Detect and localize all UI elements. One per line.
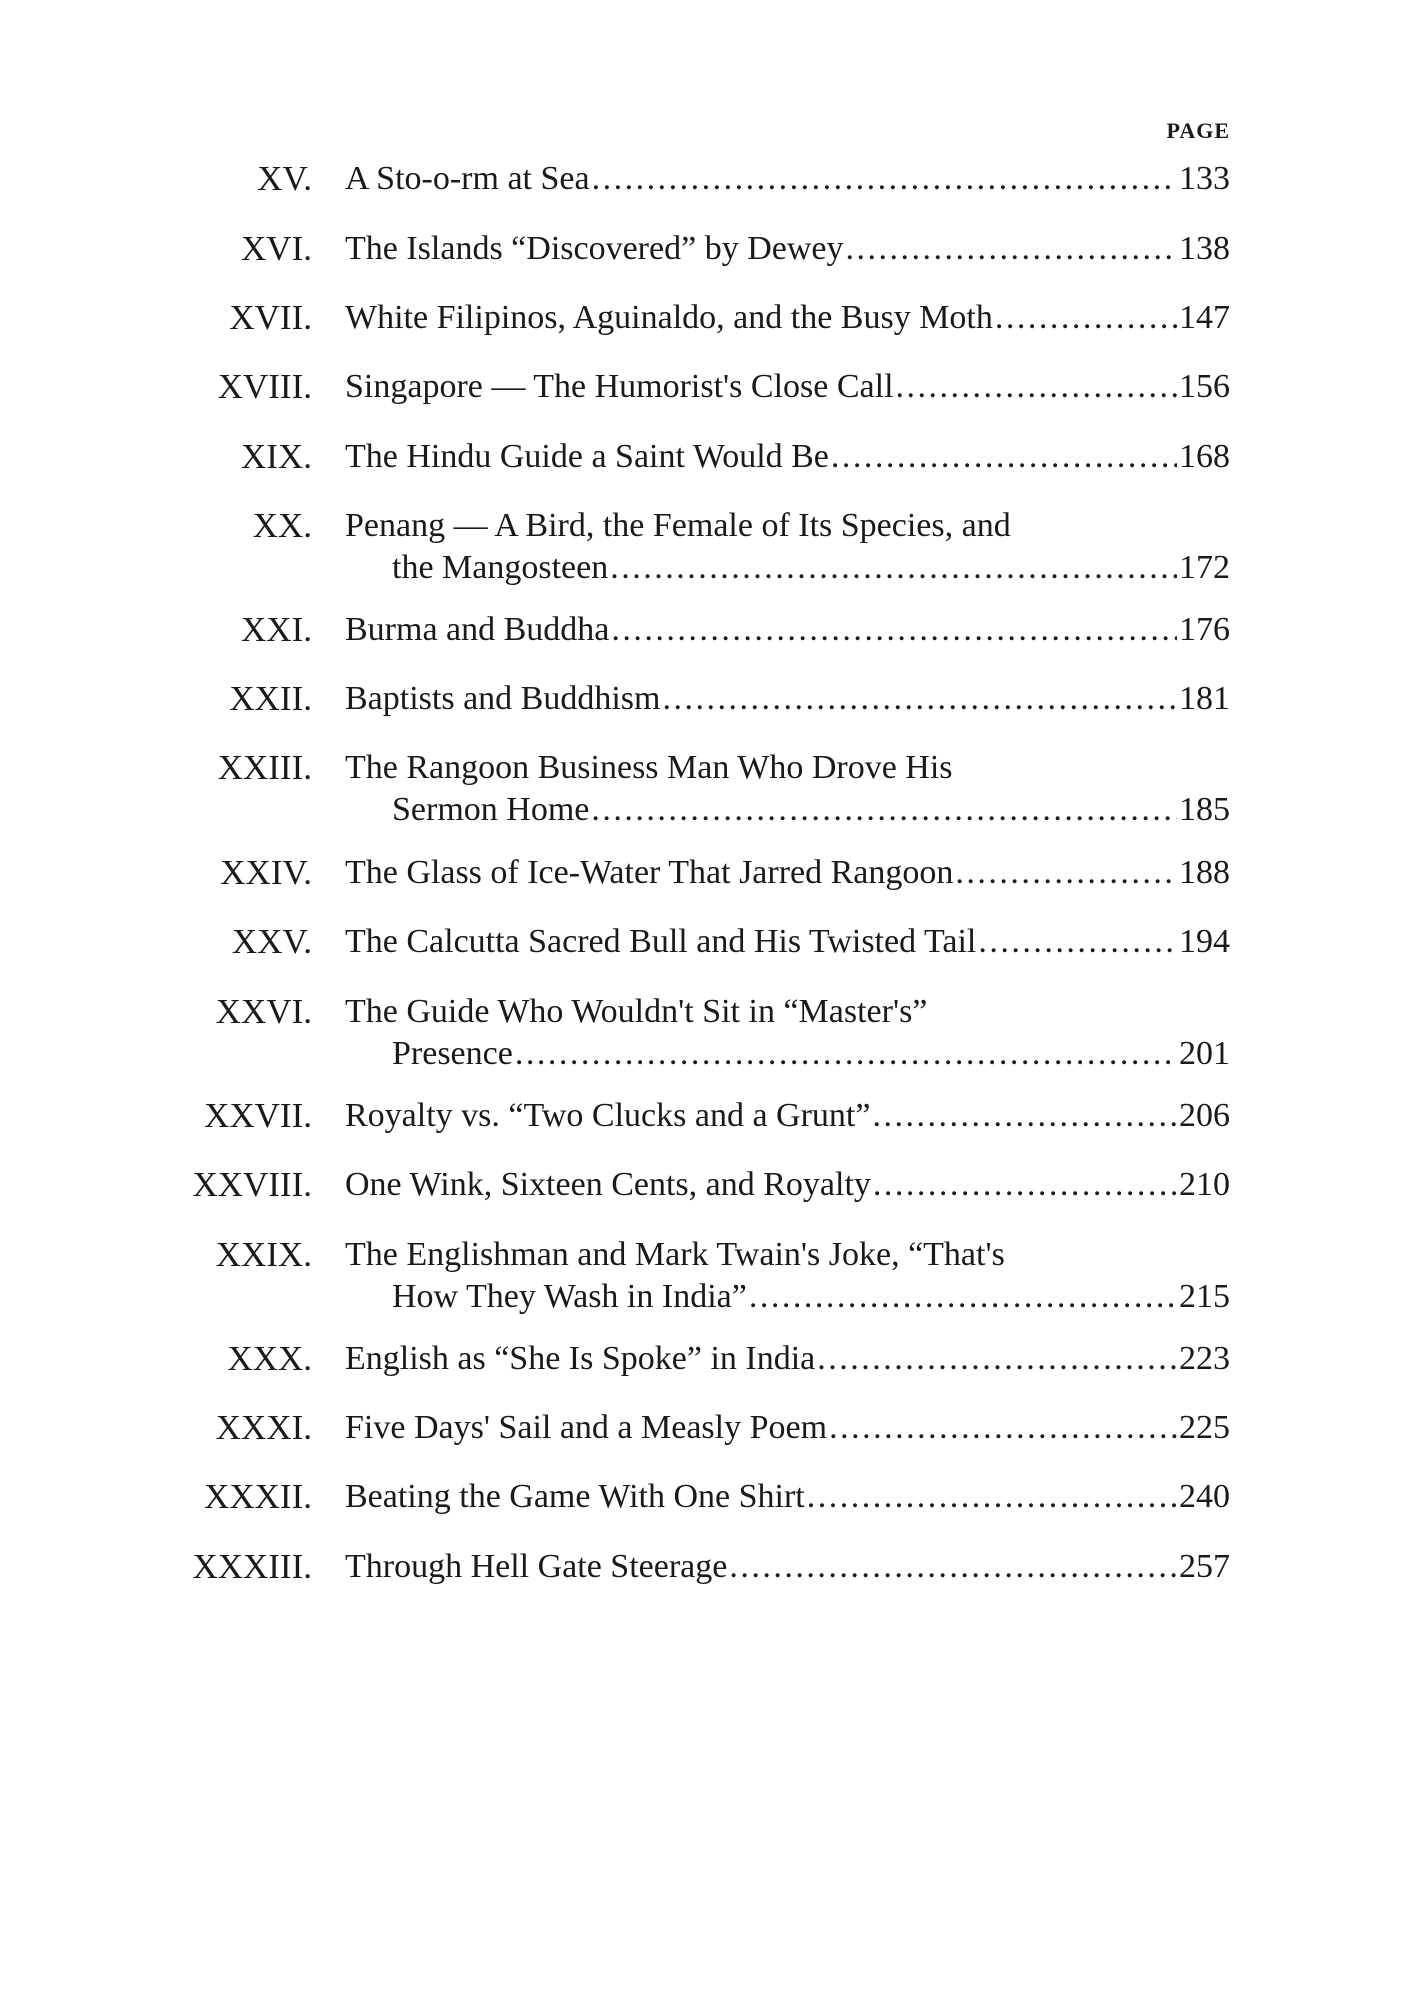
chapter-title: the Mangosteen (392, 549, 609, 586)
chapter-title-block (345, 678, 1230, 720)
title-line (345, 1234, 1230, 1276)
chapter-title: The Guide Who Wouldn't Sit in “Master's” (345, 993, 928, 1030)
dot-leader (817, 1338, 1177, 1380)
chapter-number: XXVIII. (192, 1165, 312, 1204)
page-number: 181 (1179, 680, 1230, 717)
page-number: 215 (1179, 1278, 1230, 1315)
page-number: 225 (1179, 1409, 1230, 1446)
chapter-title-block (345, 921, 1230, 963)
page-number: 194 (1179, 923, 1230, 960)
chapter-title: Five Days' Sail and a Measly Poem (345, 1409, 828, 1446)
dot-leader (807, 1476, 1177, 1518)
chapter-title: Presence (392, 1035, 513, 1072)
chapter-title-block (345, 1407, 1230, 1449)
page-number: 240 (1179, 1478, 1230, 1515)
dot-leader (896, 366, 1177, 408)
chapter-title: Royalty vs. “Two Clucks and a Grunt” (345, 1097, 871, 1134)
chapter-number: XXV. (231, 922, 312, 961)
title-line (345, 921, 1230, 963)
page-column-header: PAGE (1166, 118, 1230, 143)
chapter-title-block (345, 436, 1230, 478)
chapter-number: XXVII. (204, 1096, 312, 1135)
chapter-number: XXVI. (215, 992, 312, 1031)
title-line (345, 1338, 1230, 1380)
chapter-title: The Glass of Ice-Water That Jarred Rangoon (345, 854, 954, 891)
chapter-number: XXIV. (220, 853, 312, 892)
title-line (345, 505, 1230, 547)
title-line (345, 158, 1230, 200)
chapter-title: The Rangoon Business Man Who Drove His (345, 749, 953, 786)
chapter-number: XVII. (229, 298, 312, 337)
chapter-number: XXX. (227, 1339, 312, 1378)
chapter-title-block (345, 1476, 1230, 1518)
page-number: 210 (1179, 1166, 1230, 1203)
chapter-title-block (345, 297, 1230, 339)
dot-leader (872, 1095, 1177, 1137)
dot-leader (591, 789, 1177, 831)
page-number: 257 (1179, 1548, 1230, 1585)
dot-leader (592, 158, 1177, 200)
chapter-title: How They Wash in India” (392, 1278, 747, 1315)
chapter-title-block (345, 1095, 1230, 1137)
page-number: 138 (1179, 230, 1230, 267)
chapter-number: XXI. (241, 610, 312, 649)
dot-leader (662, 678, 1177, 720)
chapter-number: XXXIII. (192, 1547, 312, 1586)
chapter-title-block (345, 991, 1230, 1075)
chapter-title-block (345, 1234, 1230, 1318)
chapter-title-block (345, 747, 1230, 831)
chapter-number: XVI. (241, 229, 312, 268)
page-number: 156 (1179, 368, 1230, 405)
page-number: 172 (1179, 549, 1230, 586)
chapter-title-block (345, 505, 1230, 589)
chapter-title: A Sto-o-rm at Sea (345, 160, 590, 197)
dot-leader (610, 547, 1177, 589)
chapter-number: XV. (257, 159, 312, 198)
chapter-number: XXIII. (217, 748, 312, 787)
chapter-title: White Filipinos, Aguinaldo, and the Busy Moth (345, 299, 993, 336)
page-number: 188 (1179, 854, 1230, 891)
chapter-title-block (345, 228, 1230, 270)
page-number: 147 (1179, 299, 1230, 336)
chapter-number: XVIII. (217, 367, 312, 406)
chapter-number: XXXII. (204, 1477, 312, 1516)
chapter-title: One Wink, Sixteen Cents, and Royalty (345, 1166, 871, 1203)
dot-leader (831, 436, 1177, 478)
title-line (345, 1476, 1230, 1518)
dot-leader (611, 609, 1177, 651)
chapter-number: XXII. (229, 679, 312, 718)
chapter-title: Baptists and Buddhism (345, 680, 661, 717)
dot-leader (749, 1276, 1177, 1318)
dot-leader (829, 1407, 1177, 1449)
dot-leader (873, 1164, 1177, 1206)
chapter-title: The Englishman and Mark Twain's Joke, “That's (345, 1236, 1005, 1273)
chapter-number: XXXI. (215, 1408, 312, 1447)
title-line (345, 297, 1230, 339)
title-line (345, 1407, 1230, 1449)
title-line (345, 852, 1230, 894)
chapter-number: XXIX. (215, 1235, 312, 1274)
chapter-title: The Hindu Guide a Saint Would Be (345, 438, 829, 475)
chapter-title: The Calcutta Sacred Bull and His Twisted Tail (345, 923, 977, 960)
chapter-title-block (345, 609, 1230, 651)
title-line (345, 547, 1230, 589)
chapter-title-block (345, 852, 1230, 894)
page-number: 201 (1179, 1035, 1230, 1072)
dot-leader (995, 297, 1177, 339)
title-line (345, 609, 1230, 651)
chapter-title-block (345, 1338, 1230, 1380)
title-line (345, 366, 1230, 408)
title-line (345, 1276, 1230, 1318)
chapter-title: Beating the Game With One Shirt (345, 1478, 805, 1515)
dot-leader (845, 228, 1177, 270)
page-number: 185 (1179, 791, 1230, 828)
chapter-title-block (345, 1546, 1230, 1588)
chapter-title: Burma and Buddha (345, 611, 610, 648)
title-line (345, 228, 1230, 270)
title-line (345, 991, 1230, 1033)
chapter-title-block (345, 1164, 1230, 1206)
chapter-title: Through Hell Gate Steerage (345, 1548, 728, 1585)
title-line (345, 747, 1230, 789)
dot-leader (955, 852, 1177, 894)
title-line (345, 436, 1230, 478)
title-line (345, 678, 1230, 720)
chapter-title: Penang — A Bird, the Female of Its Species, and (345, 507, 1011, 544)
chapter-number: XX. (252, 506, 312, 545)
title-line (345, 1033, 1230, 1075)
dot-leader (729, 1546, 1177, 1588)
chapter-title: English as “She Is Spoke” in India (345, 1340, 816, 1377)
page-number: 168 (1179, 438, 1230, 475)
page-number: 223 (1179, 1340, 1230, 1377)
chapter-title: Sermon Home (392, 791, 590, 828)
title-line (345, 1095, 1230, 1137)
page-number: 206 (1179, 1097, 1230, 1134)
chapter-title-block (345, 158, 1230, 200)
chapter-title-block (345, 366, 1230, 408)
chapter-number: XIX. (241, 437, 312, 476)
page-number: 133 (1179, 160, 1230, 197)
dot-leader (978, 921, 1177, 963)
title-line (345, 1164, 1230, 1206)
title-line (345, 789, 1230, 831)
page-number: 176 (1179, 611, 1230, 648)
title-line (345, 1546, 1230, 1588)
chapter-title: The Islands “Discovered” by Dewey (345, 230, 844, 267)
dot-leader (515, 1033, 1177, 1075)
chapter-title: Singapore — The Humorist's Close Call (345, 368, 894, 405)
